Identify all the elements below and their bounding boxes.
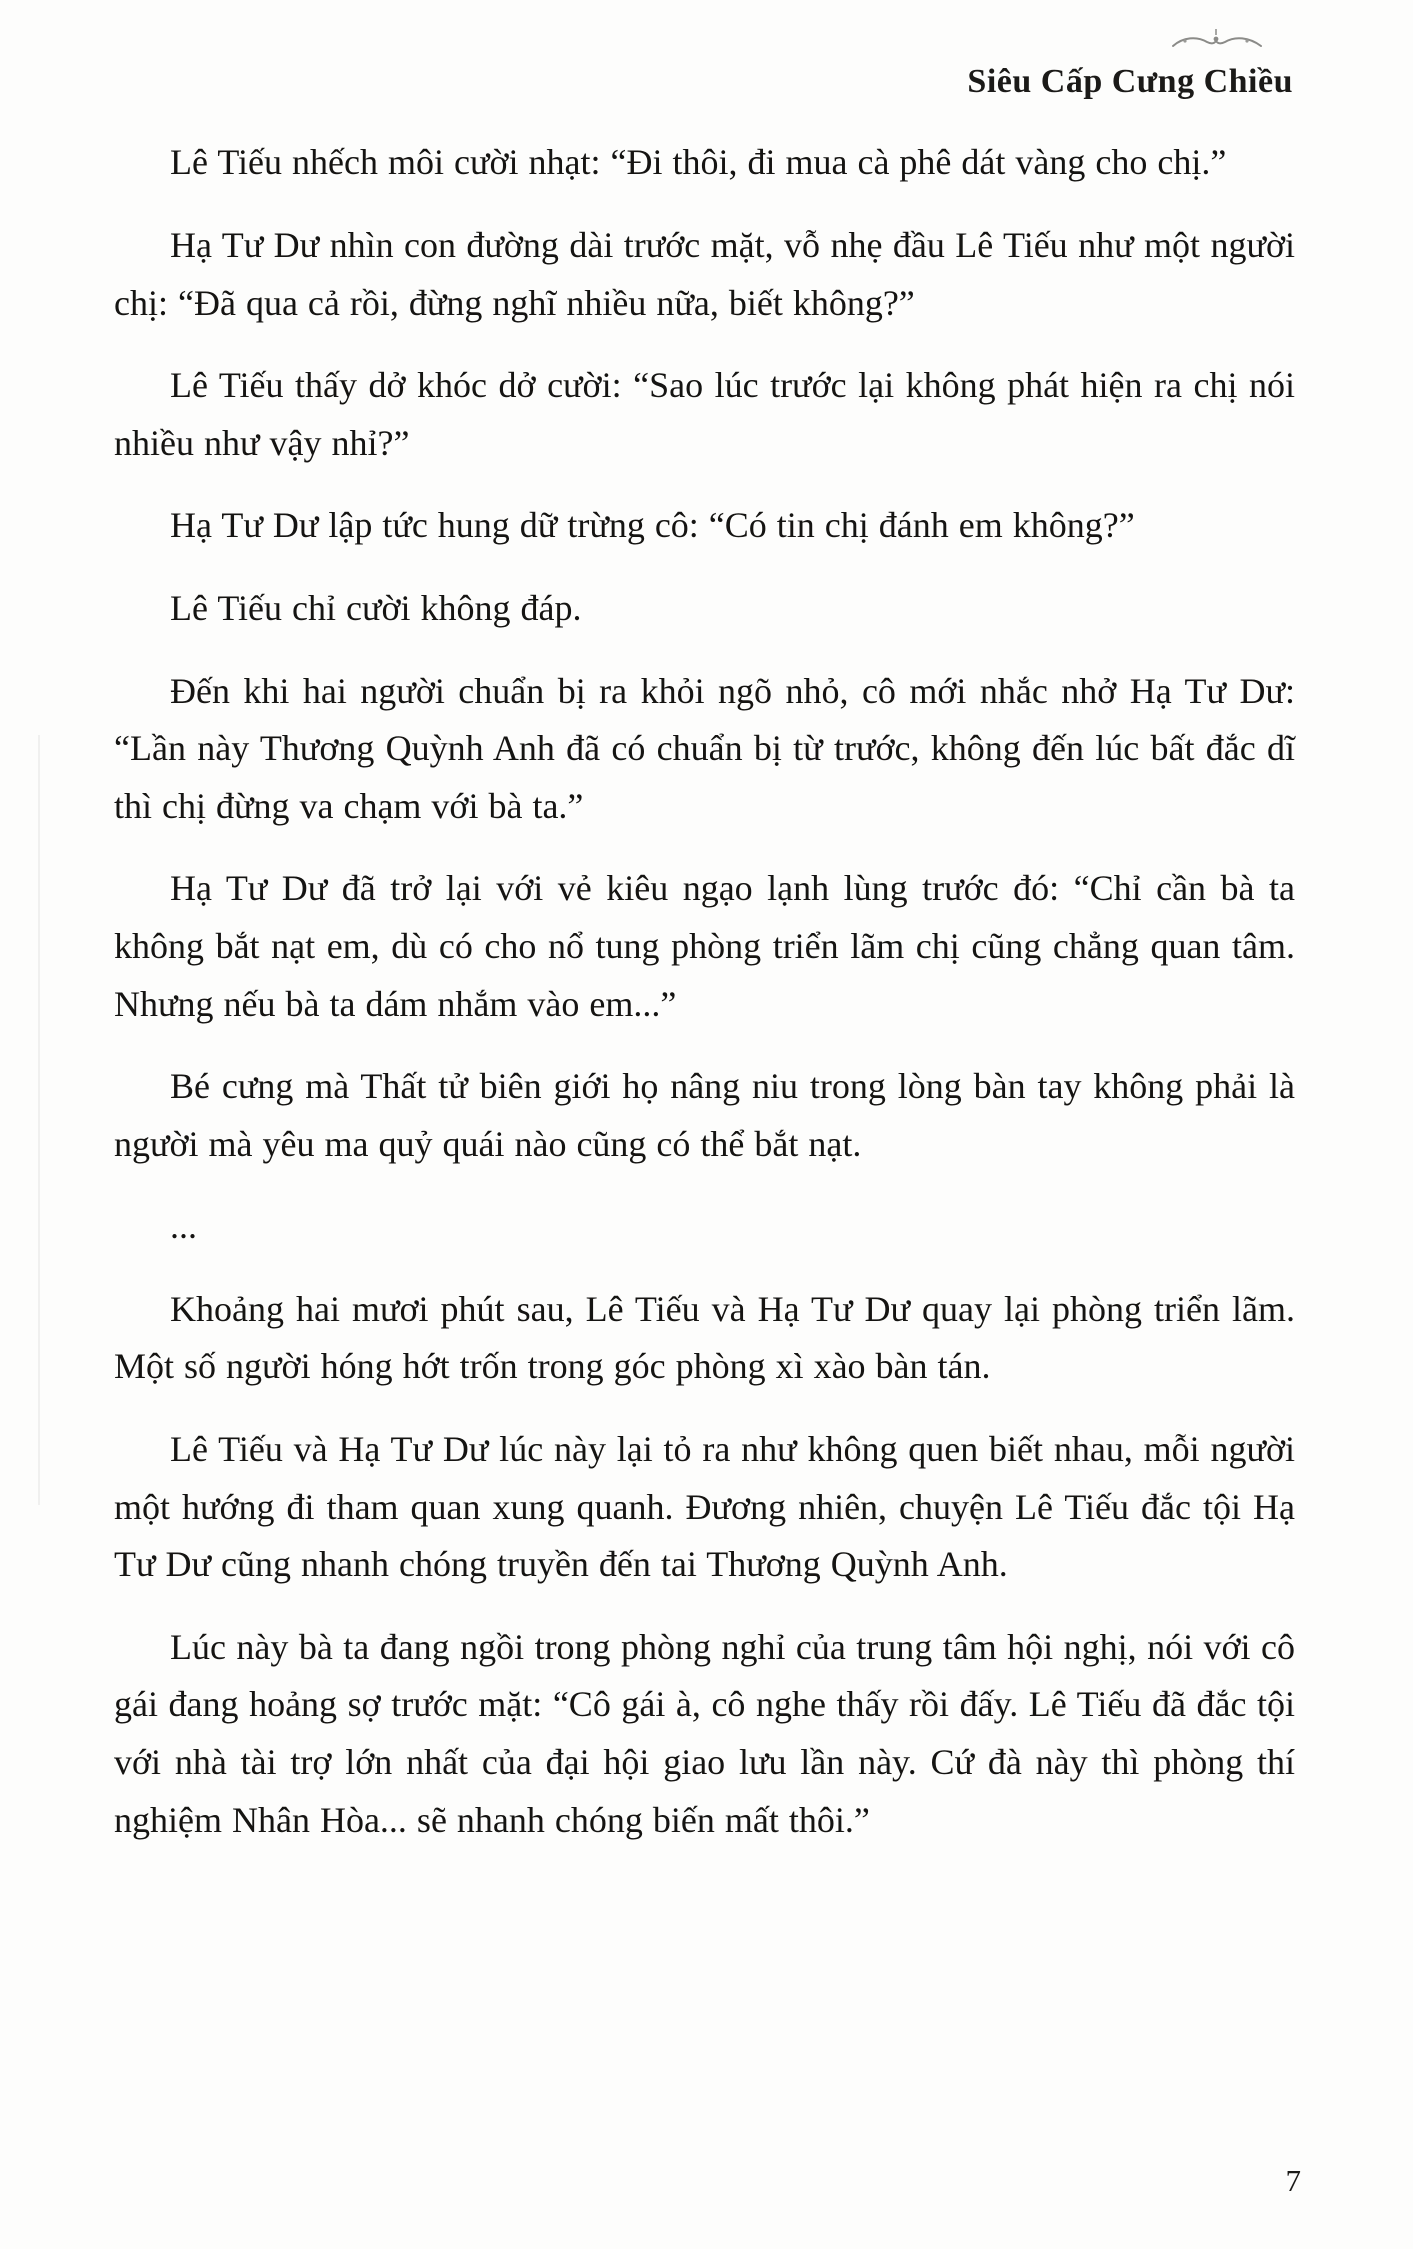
- page-header: [114, 26, 1295, 100]
- flourish-icon: [1167, 26, 1267, 61]
- paragraph: Bé cưng mà Thất tử biên giới họ nâng niu trong lòng bàn tay không phải là người mà yêu ma quỷ quái nào cũng có thể bắt nạt.: [114, 1066, 1295, 1164]
- book-title: Siêu Cấp Cưng Chiều: [967, 63, 1293, 100]
- paragraph: Hạ Tư Dư đã trở lại với vẻ kiêu ngạo lạnh lùng trước đó: “Chỉ cần bà ta không bắt nạt em, dù có cho nổ tung phòng triển lãm chị cũng chẳng quan tâm. Nhưng nếu bà ta dám nhắm vào em...”: [114, 868, 1295, 1024]
- paragraph: Lê Tiếu thấy dở khóc dở cười: “Sao lúc trước lại không phát hiện ra chị nói nhiều như vậy nhỉ?”: [114, 365, 1295, 463]
- scan-edge-line: [38, 735, 40, 1505]
- paragraph: Hạ Tư Dư nhìn con đường dài trước mặt, vỗ nhẹ đầu Lê Tiếu như một người chị: “Đã qua cả rồi, đừng nghĩ nhiều nữa, biết không?”: [114, 224, 1295, 323]
- paragraph: Đến khi hai người chuẩn bị ra khỏi ngõ nhỏ, cô mới nhắc nhở Hạ Tư Dư: “Lần này Thương Quỳnh Anh đã có chuẩn bị từ trước, không đến lúc bất đắc dĩ thì chị đừng va chạm với bà ta.”: [114, 670, 1295, 826]
- paragraph: Lê Tiếu và Hạ Tư Dư lúc này lại tỏ ra như không quen biết nhau, mỗi người một hướng đi tham quan xung quanh. Đương nhiên, chuyện Lê Tiếu đắc tội Hạ Tư Dư cũng nhanh chóng truyền đến tai Thương Quỳnh Anh.: [114, 1429, 1295, 1585]
- paragraph: Khoảng hai mươi phút sau, Lê Tiếu và Hạ Tư Dư quay lại phòng triển lãm. Một số người hóng hớt trốn trong góc phòng xì xào bàn tán.: [114, 1288, 1295, 1387]
- paragraph: Hạ Tư Dư lập tức hung dữ trừng cô: “Có tin chị đánh em không?”: [170, 505, 1135, 546]
- page-body: [114, 134, 1295, 1849]
- paragraph: Lê Tiếu chỉ cười không đáp.: [170, 587, 582, 628]
- paragraph: Lúc này bà ta đang ngồi trong phòng nghỉ của trung tâm hội nghị, nói với cô gái đang hoảng sợ trước mặt: “Cô gái à, cô nghe thấy rồi đấy. Lê Tiếu đã đắc tội với nhà tài trợ lớn nhất của đại hội giao lưu lần này. Cứ đà này thì phòng thí nghiệm Nhân Hòa... sẽ nhanh chóng biến mất thôi.”: [114, 1626, 1295, 1840]
- paragraph: Lê Tiếu nhếch môi cười nhạt: “Đi thôi, đi mua cà phê dát vàng cho chị.”: [170, 142, 1227, 183]
- paragraph: ...: [170, 1206, 197, 1247]
- page-number: 7: [1285, 2163, 1301, 2198]
